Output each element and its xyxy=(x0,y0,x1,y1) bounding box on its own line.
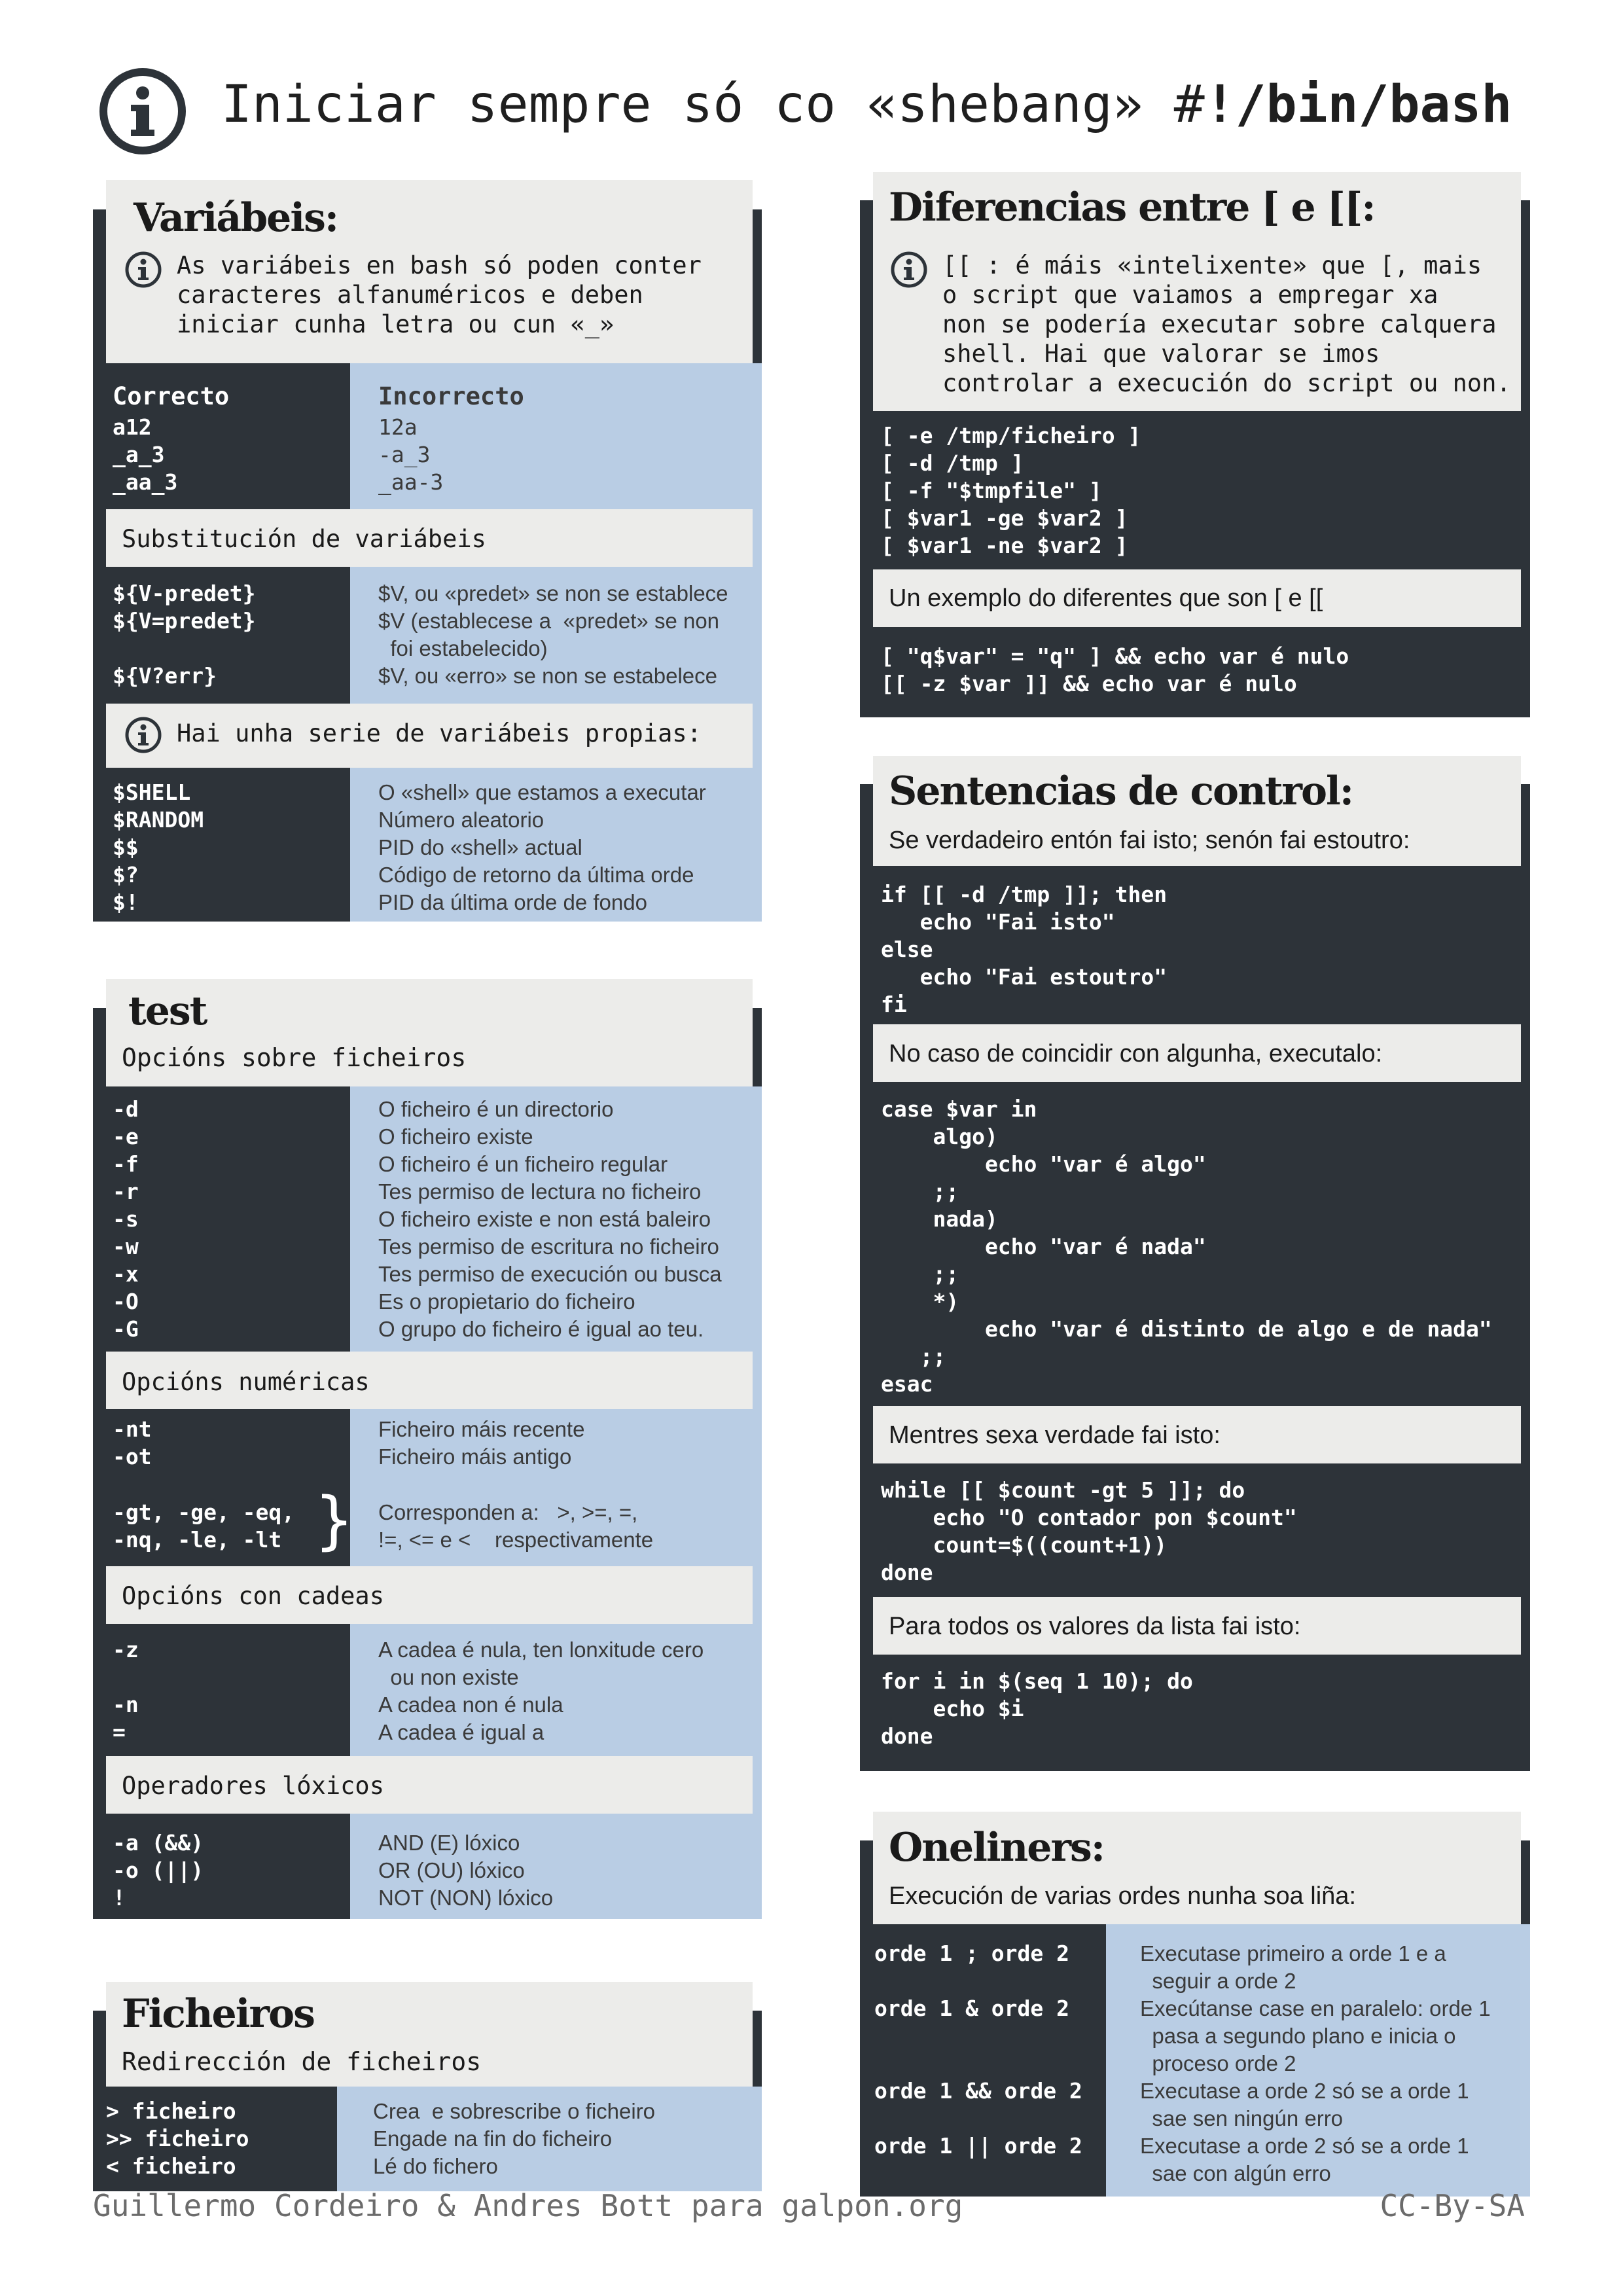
control-title: Sentencias de control: xyxy=(889,768,1353,814)
logic-descs: AND (E) lóxico OR (OU) lóxico NOT (NON) lóxico xyxy=(378,1831,554,1910)
info-icon xyxy=(890,251,928,289)
brackets-codes: [ -e /tmp/ficheiro ] [ -d /tmp ] [ -f "$tmpfile" ] [ $var1 -ge $var2 ] [ $var1 -ne $var2 ] xyxy=(881,423,1141,558)
strings-descs: A cadea é nula, ten lonxitude cero ou non existe A cadea non é nula A cadea é igual a xyxy=(378,1638,704,1744)
logic-label: Operadores lóxicos xyxy=(122,1772,384,1800)
oneliners-codes: orde 1 ; orde 2 orde 1 & orde 2 orde 1 && orde 2 orde 1 || orde 2 xyxy=(874,1941,1082,2159)
own-variables-codes: $SHELL $RANDOM $$ $? $! xyxy=(113,780,204,915)
numeric-descs: Ficheiro máis recente Ficheiro máis antigo xyxy=(378,1417,585,1469)
variables-title: Variábeis: xyxy=(134,195,338,241)
substitution-descs: $V, ou «predet» se non se establece $V (establecese a «predet» se non foi estabelecido) $V, ou «erro» se non se estabelece xyxy=(378,581,728,688)
files-subtitle: Redirección de ficheiros xyxy=(122,2047,482,2076)
compare-desc-2: !=, <= e < respectivamente xyxy=(378,1528,654,1552)
oneliners-subtitle: Execución de varias ordes nunha soa liña: xyxy=(889,1882,1357,1910)
correct-values: a12 _a_3 _aa_3 xyxy=(113,414,178,495)
footer-license: CC-By-SA xyxy=(1380,2188,1525,2223)
brackets-title: Diferencias entre [ e [[: xyxy=(889,185,1375,230)
if-code: if [[ -d /tmp ]]; then echo "Fai isto" else echo "Fai estoutro" fi xyxy=(881,882,1168,1017)
control-subtitle: Se verdadeiro entón fai isto; senón fai estoutro: xyxy=(889,827,1410,854)
own-variables-descs: O «shell» que estamos a executar Número aleatorio PID do «shell» actual Código de retorno da última orde PID da última orde de fondo xyxy=(378,780,706,914)
while-code: while [[ $count -gt 5 ]]; do echo "O contador pon $count" count=$((count+1)) done xyxy=(881,1477,1297,1585)
strings-label: Opcións con cadeas xyxy=(122,1582,384,1610)
test-files-descs: O ficheiro é un directorio O ficheiro existe O ficheiro é un ficheiro regular Tes permiso de lectura no ficheiro O ficheiro existe e non está baleiro Tes permiso de escritura no ficheiro Tes permiso de execución ou busca Es o propietario do ficheiro O grupo do ficheiro é igual ao teu. xyxy=(378,1097,722,1341)
brackets-info: [[ : é máis «intelixente» que [, mais o script que vaiamos a empregar xa non se podería executar sobre calquera shell. Hai que valorar se imos controlar a execución do script ou non. xyxy=(942,251,1511,397)
compare-codes: -gt, -ge, -eq, -nq, -le, -lt xyxy=(113,1499,295,1552)
numeric-codes: -nt -ot xyxy=(113,1416,152,1469)
numeric-label: Opcións numéricas xyxy=(122,1368,370,1396)
variables-info: As variábeis en bash só poden conter caracteres alfanuméricos e deben iniciar cunha letra ou cun «_» xyxy=(177,251,702,338)
info-icon xyxy=(124,716,162,754)
substitution-label: Substitución de variábeis xyxy=(122,525,486,553)
case-code: case $var in algo) echo "var é algo" ;; nada) echo "var é nada" ;; *) echo "var é distinto de algo e de nada" ;; esac xyxy=(881,1096,1492,1397)
brackets-example-codes: [ "q$var" = "q" ] && echo var é nulo [[ -z $var ]] && echo var é nulo xyxy=(881,643,1349,696)
oneliners-title: Oneliners: xyxy=(889,1825,1104,1871)
brackets-example-label: Un exemplo do diferentes que son [ e [[ xyxy=(889,584,1323,612)
brace-icon: } xyxy=(314,1484,355,1557)
files-codes: > ficheiro >> ficheiro < ficheiro xyxy=(106,2098,249,2179)
test-title: test xyxy=(128,988,207,1034)
test-files-codes: -d -e -f -r -s -w -x -O -G xyxy=(113,1096,139,1342)
case-label: No caso de coincidir con algunha, executalo: xyxy=(889,1040,1383,1067)
incorrect-values: 12a -a_3 _aa-3 xyxy=(378,414,444,495)
files-descs: Crea e sobrescribe o ficheiro Engade na fin do ficheiro Lé do fichero xyxy=(373,2099,656,2178)
incorrect-header: Incorrecto xyxy=(378,382,524,410)
info-icon xyxy=(97,65,188,157)
for-code: for i in $(seq 1 10); do echo $i done xyxy=(881,1668,1193,1749)
info-icon xyxy=(124,251,162,289)
for-label: Para todos os valores da lista fai isto: xyxy=(889,1613,1301,1640)
own-variables-label: Hai unha serie de variábeis propias: xyxy=(177,719,702,747)
test-files-label: Opcións sobre ficheiros xyxy=(122,1043,467,1072)
page-header xyxy=(97,62,1537,160)
compare-desc-1: Corresponden a: >, >=, =, xyxy=(378,1500,638,1524)
while-label: Mentres sexa verdade fai isto: xyxy=(889,1422,1221,1449)
page-title: Iniciar sempre só co «shebang» #!/bin/bash xyxy=(221,75,1512,134)
files-title: Ficheiros xyxy=(122,1991,314,2037)
correct-header: Correcto xyxy=(113,382,230,410)
substitution-codes: ${V-predet} ${V=predet} ${V?err} xyxy=(113,581,256,689)
logic-codes: -a (&&) -o (||) ! xyxy=(113,1830,204,1910)
footer-credits: Guillermo Cordeiro & Andres Bott para galpon.org xyxy=(93,2188,963,2223)
strings-codes: -z -n = xyxy=(113,1637,139,1745)
oneliners-descs: Executase primeiro a orde 1 e a seguir a orde 2 Execútanse case en paralelo: orde 1 pasa a segundo plano e inicia o proceso orde 2 Executase a orde 2 só se a orde 1 sae sen ningún erro Executase a orde 2 só se a orde 1 sae con algún erro xyxy=(1140,1941,1491,2185)
